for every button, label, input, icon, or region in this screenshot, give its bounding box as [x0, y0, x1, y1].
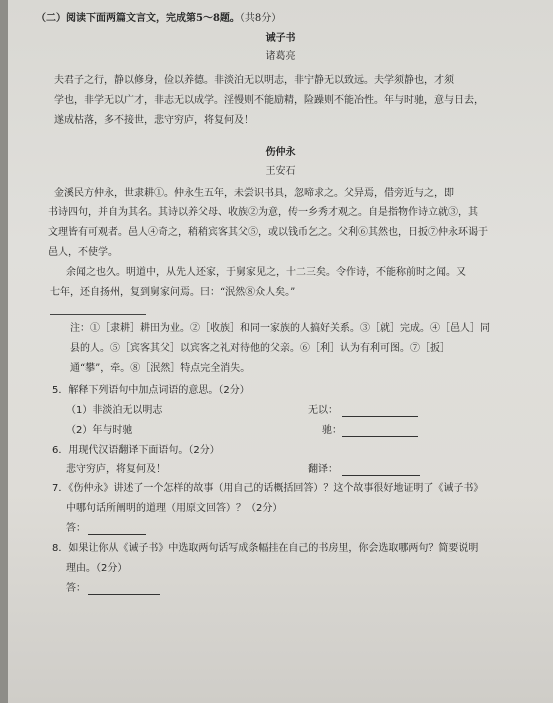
note-line: 注：①［隶耕］耕田为业。②［收族］和同一家族的人搞好关系。③［就］完成。④［邑人］同 — [70, 323, 490, 334]
answer-blank-8[interactable] — [88, 594, 160, 595]
question-8-line: 理由。（2分） — [66, 563, 128, 574]
question-6-label: 翻译： — [308, 464, 338, 475]
question-5-item-1-label: 无以： — [308, 405, 338, 416]
question-6-text: 悲守穷庐，将复何及！ — [66, 464, 166, 475]
passage1-line: 遂成枯落，多不接世，悲守穷庐，将复何及！ — [54, 115, 254, 126]
question-7-line: 7．《伤仲永》讲述了一个怎样的故事（用自己的话概括回答）？这个故事很好地证明了《诫子书》 — [52, 483, 484, 494]
question-5-item-1: （1）非淡泊无以明志 — [66, 405, 163, 416]
exam-paper — [8, 0, 553, 703]
answer-blank-5-1[interactable] — [342, 416, 418, 417]
passage1-author: 诸葛亮 — [265, 51, 296, 62]
passage2-line: 七年，还自扬州，复到舅家问焉。曰：“泯然⑧众人矣。” — [50, 287, 296, 298]
passage2-line: 书诗四句，并自为其名。其诗以养父母、收族②为意，传一乡秀才观之。自是指物作诗立就③，其 — [48, 207, 478, 218]
passage1-line: 学也，非学无以广才，非志无以成学。淫慢则不能励精，险躁则不能冶性。年与时驰，意与日去， — [54, 95, 484, 106]
section-score: （共8分） — [239, 13, 282, 24]
notes-divider — [50, 314, 146, 315]
note-line: 县的人。⑤［宾客其父］以宾客之礼对待他的父亲。⑥［利］认为有利可图。⑦［扳］ — [70, 343, 450, 354]
passage2-line: 金溪民方仲永，世隶耕①。仲永生五年，未尝识书具，忽啼求之。父异焉，借旁近与之，即 — [54, 188, 454, 199]
question-5-item-2: （2）年与时驰 — [66, 425, 133, 436]
note-line: 通“攀”，牵。⑧［泯然］特点完全消失。 — [70, 363, 251, 374]
passage2-line: 邑人，不使学。 — [48, 247, 118, 258]
passage2-line: 文理皆有可观者。邑人④奇之，稍稍宾客其父⑤，或以钱币乞之。父利⑥其然也，日扳⑦仲永环谒于 — [48, 227, 488, 238]
answer-blank-5-2[interactable] — [342, 436, 418, 437]
question-8-line: 8．如果让你从《诫子书》中选取两句话写成条幅挂在自己的书房里，你会选取哪两句？简要说明 — [52, 543, 479, 554]
answer-blank-7[interactable] — [88, 534, 146, 535]
question-6-prompt: 6．用现代汉语翻译下面语句。（2分） — [52, 445, 220, 456]
question-5-prompt: 5．解释下列语句中加点词语的意思。（2分） — [52, 385, 250, 396]
question-7-line: 中哪句话所阐明的道理（用原文回答）？（2分） — [66, 503, 283, 514]
section-heading — [36, 12, 281, 26]
passage1-title: 诫子书 — [265, 33, 296, 44]
passage1-line: 夫君子之行，静以修身，俭以养德。非淡泊无以明志，非宁静无以致远。夫学须静也，才须 — [54, 75, 454, 86]
answer-blank-6[interactable] — [342, 475, 420, 476]
passage2-line: 余闻之也久。明道中，从先人还家，于舅家见之，十二三矣。令作诗，不能称前时之闻。又 — [66, 267, 466, 278]
section-heading-text: （二）阅读下面两篇文言文，完成第5～8题。 — [36, 13, 240, 24]
passage2-author: 王安石 — [265, 166, 296, 177]
passage2-title: 伤仲永 — [265, 147, 296, 158]
question-8-answer-label: 答： — [66, 583, 86, 594]
question-7-answer-label: 答： — [66, 523, 86, 534]
question-5-item-2-label: 驰： — [322, 425, 342, 436]
